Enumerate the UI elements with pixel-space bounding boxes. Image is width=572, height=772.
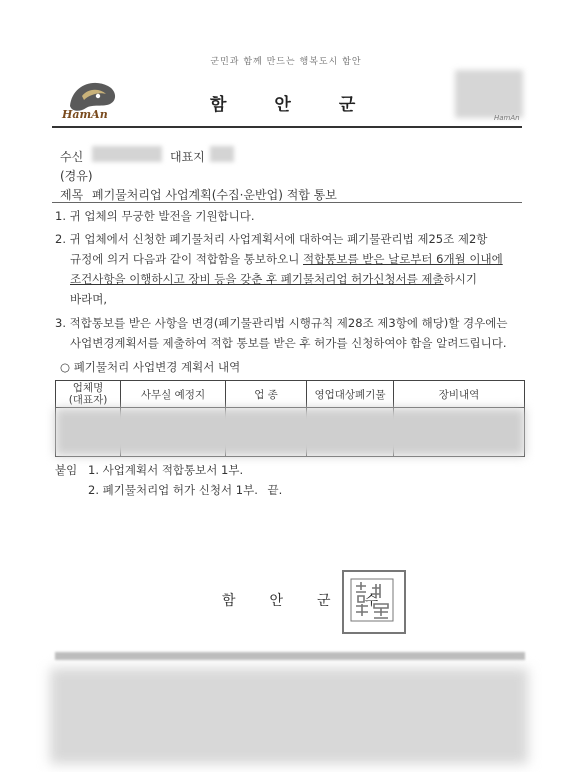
attachment-label: 붙임 — [55, 463, 78, 477]
issuer-signature: 함안군수 — [222, 593, 413, 609]
end-mark: 끝. — [267, 483, 283, 497]
paragraph-2-line-3-underlined: 조건사항을 이행하시고 장비 등을 갖춘 후 폐기물처리업 허가신청서를 제출 — [70, 272, 444, 286]
paragraph-2-line-3 — [70, 269, 477, 289]
paragraph-2-line-2 — [70, 249, 503, 269]
seal-stamp-icon — [350, 578, 394, 622]
recipient-label: 수신 — [60, 150, 84, 164]
paragraph-1: 1. 귀 업체의 무궁한 발전을 기원합니다. — [55, 209, 255, 223]
redacted-footer — [50, 668, 528, 764]
recipient-redacted — [92, 146, 162, 162]
issuer-title: 함안군 — [210, 95, 404, 115]
col-office: 사무실 예정지 — [121, 381, 226, 408]
col-waste-target: 영업대상폐기물 — [307, 381, 394, 408]
subject-divider — [52, 202, 522, 203]
attachment-item-1: 1. 사업계획서 적합통보서 1부. — [88, 463, 244, 477]
logo-text: HamAn — [62, 108, 108, 121]
header-divider — [52, 126, 522, 128]
table-heading: ○ 폐기물처리 사업변경 계획서 내역 — [60, 360, 241, 374]
subject-label: 제목 — [60, 188, 84, 202]
table-redacted — [55, 408, 525, 456]
slogan: 군민과 함께 만드는 행복도시 함안 — [210, 57, 362, 67]
col-business-type: 업 종 — [226, 381, 307, 408]
small-logo-text: HamAn — [494, 114, 520, 122]
col-company: 업체명 (대표자) — [56, 381, 121, 408]
recipient-title: 대표지 — [170, 150, 205, 164]
paragraph-2-line-1: 2. 귀 업체에서 신청한 폐기물처리 사업계획서에 대하여는 폐기물관리법 제25조 제2항 — [55, 232, 488, 246]
via-label: (경유) — [60, 169, 93, 183]
attachment-item-2-text: 2. 폐기물처리업 허가 신청서 1부. — [88, 483, 258, 497]
subject: 폐기물처리업 사업계획(수집·운반업) 적합 통보 — [92, 188, 337, 202]
attachment-item-2 — [88, 482, 282, 498]
paragraph-2-line-4: 바라며, — [70, 292, 107, 306]
paragraph-2-line-2-underlined: 적합통보를 받은 날로부터 6개월 이내에 — [303, 252, 503, 266]
redacted-block — [455, 70, 523, 118]
paragraph-2-line-3-plain: 하시기 — [443, 272, 477, 286]
col-equipment: 장비내역 — [394, 381, 525, 408]
recipient-title-redacted — [210, 146, 234, 162]
paragraph-2-line-2-plain: 규정에 의거 다음과 같이 적합함을 통보하오니 — [70, 252, 304, 266]
paragraph-3-line-1: 3. 적합통보를 받은 사항을 변경(폐기물관리법 시행규칙 제28조 제3항에 해당)할 경우에는 — [55, 316, 508, 330]
paragraph-3-line-2: 사업변경계획서를 제출하여 적합 통보를 받은 후 허가를 신청하여야 함을 알려드립니다. — [70, 336, 507, 350]
redacted-band — [55, 652, 525, 660]
